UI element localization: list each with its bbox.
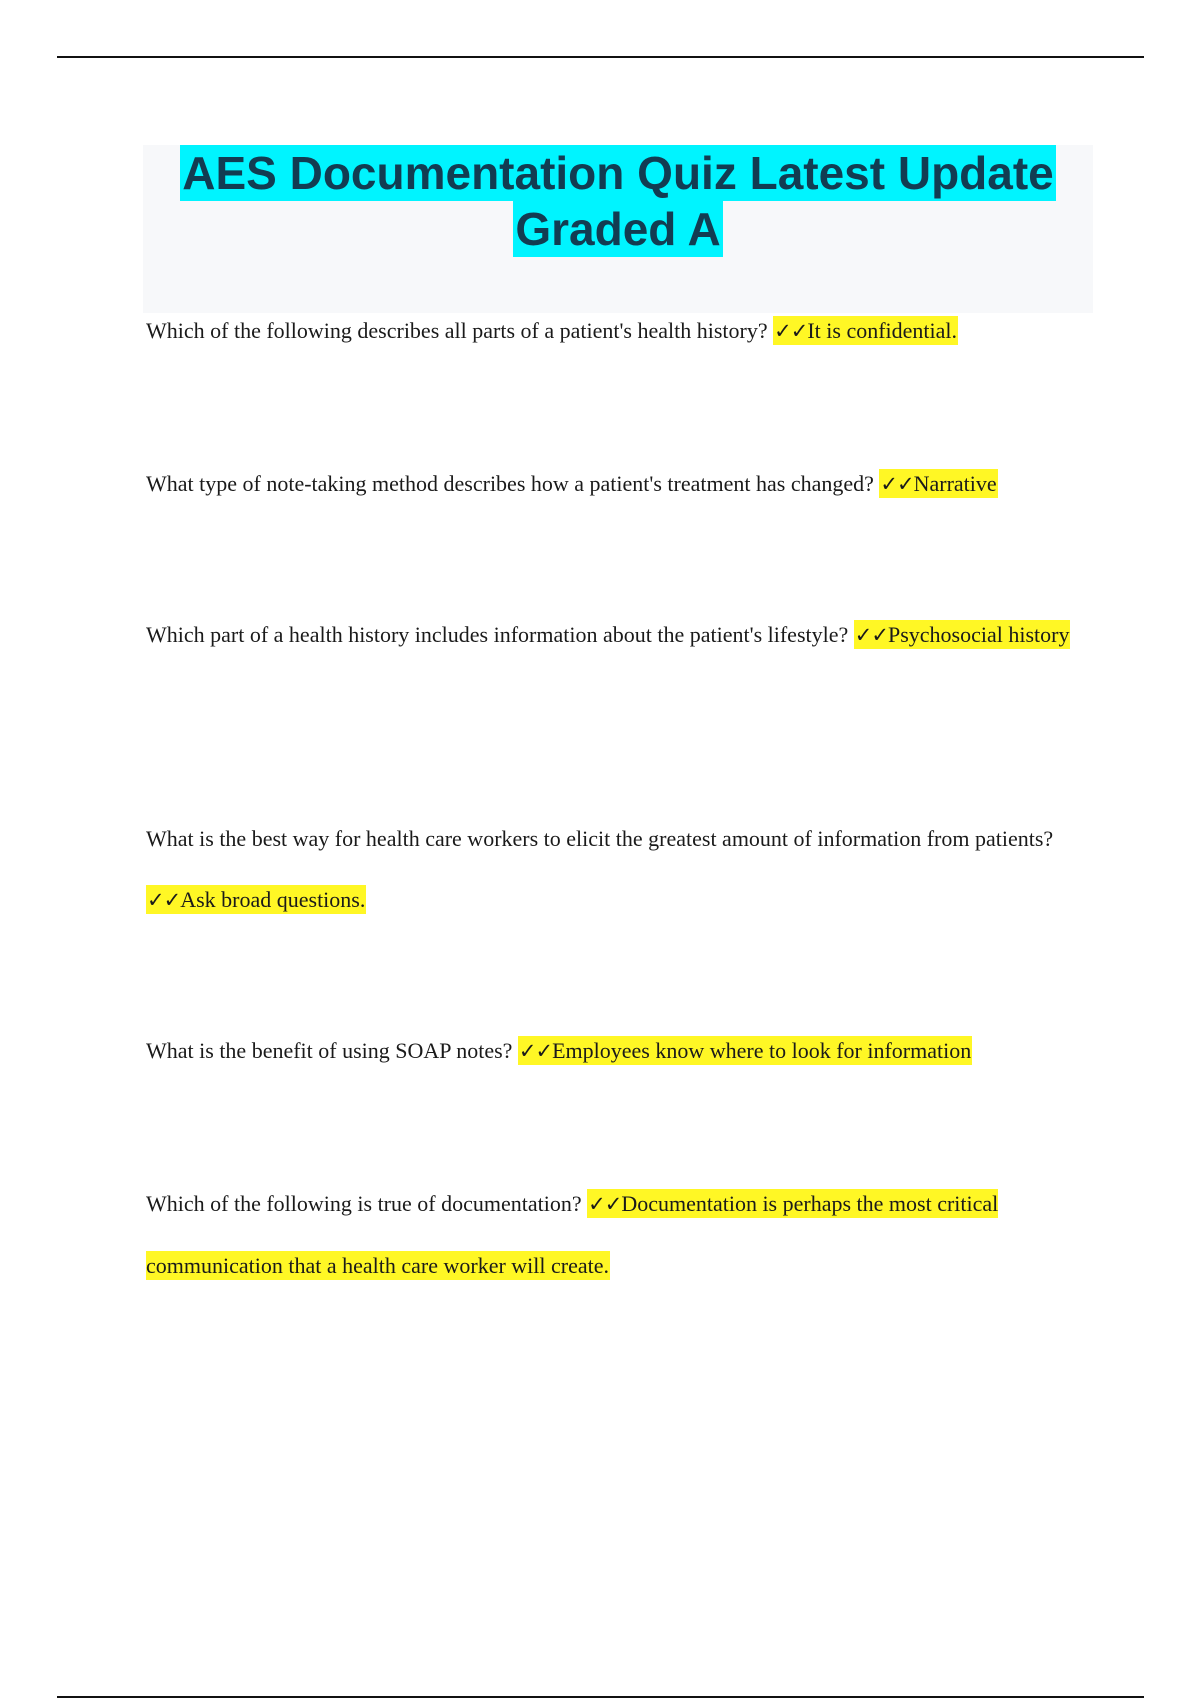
answer-text: Ask broad questions. bbox=[180, 887, 366, 912]
question-text: Which part of a health history includes information about the patient's lifestyle? bbox=[146, 622, 849, 647]
double-check-icon: ✓✓ bbox=[518, 1039, 553, 1063]
qa-item-3 bbox=[146, 604, 1096, 666]
answer-text: It is confidential. bbox=[807, 318, 958, 343]
answer-text: Psychosocial history bbox=[887, 622, 1070, 647]
bottom-rule bbox=[57, 1696, 1144, 1698]
double-check-icon: ✓✓ bbox=[774, 319, 808, 343]
answer-text: Narrative bbox=[913, 471, 997, 496]
question-text: Which of the following is true of documentation? bbox=[146, 1191, 582, 1216]
answer-text: Documentation is perhaps the most critical communication that a health care worker will create. bbox=[146, 1191, 999, 1278]
title-block bbox=[143, 145, 1093, 313]
question-text: What is the best way for health care workers to elicit the greatest amount of information from patients? bbox=[146, 826, 1054, 851]
answer-highlight bbox=[518, 1036, 972, 1065]
double-check-icon: ✓✓ bbox=[854, 623, 888, 647]
top-rule bbox=[57, 56, 1144, 58]
qa-item-6 bbox=[146, 1173, 1096, 1296]
document-title bbox=[143, 145, 1093, 257]
question-text: What type of note-taking method describes how a patient's treatment has changed? bbox=[146, 471, 874, 496]
qa-item-1 bbox=[146, 300, 1096, 362]
qa-item-5 bbox=[146, 1020, 1096, 1082]
question-text: What is the benefit of using SOAP notes? bbox=[146, 1038, 513, 1063]
double-check-icon: ✓✓ bbox=[880, 472, 914, 496]
answer-highlight bbox=[773, 316, 958, 345]
title-line-2: Graded A bbox=[515, 203, 721, 255]
question-text: Which of the following describes all parts of a patient's health history? bbox=[146, 318, 768, 343]
double-check-icon: ✓✓ bbox=[147, 888, 181, 912]
qa-item-2 bbox=[146, 453, 1096, 515]
answer-text: Employees know where to look for information bbox=[552, 1038, 972, 1063]
title-line-1: AES Documentation Quiz Latest Update bbox=[182, 147, 1054, 199]
answer-highlight bbox=[879, 469, 997, 498]
answer-highlight bbox=[146, 885, 366, 914]
answer-highlight bbox=[854, 620, 1071, 649]
double-check-icon: ✓✓ bbox=[588, 1192, 622, 1216]
qa-item-4 bbox=[146, 808, 1096, 931]
